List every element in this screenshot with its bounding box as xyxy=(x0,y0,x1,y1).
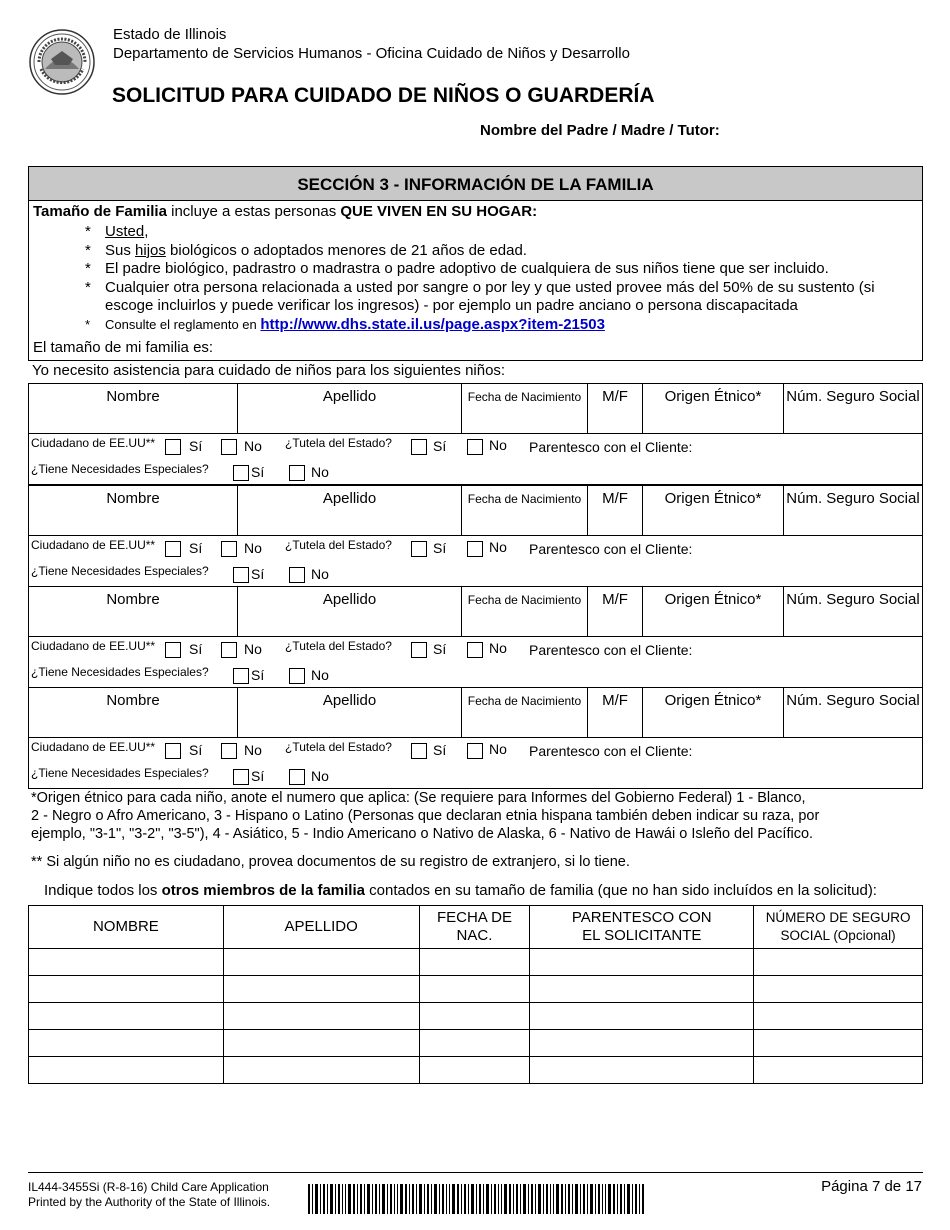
ward-yes-label: Sí xyxy=(433,742,447,758)
special-needs-no-label: No xyxy=(311,667,329,683)
child-last-name-field[interactable]: Apellido xyxy=(238,486,462,536)
relationship-field[interactable]: Parentesco con el Cliente: xyxy=(529,642,693,658)
citizenship-note: ** Si algún niño no es ciudadano, provea documentos de su registro de extranjero, si lo tiene. xyxy=(31,854,630,870)
citizen-yes-label: Sí xyxy=(189,540,203,556)
child-entry xyxy=(28,383,923,485)
table-row xyxy=(29,1057,923,1084)
table-cell[interactable] xyxy=(530,1057,754,1084)
special-needs-yes-label: Sí xyxy=(251,768,265,784)
footer-divider xyxy=(28,1172,923,1173)
other-members-label: Indique todos los otros miembros de la familia contados en su tamaño de familia (que no han sido incluídos en la solicitud): xyxy=(44,882,877,899)
children-need-label: Yo necesito asistencia para cuidado de niños para los siguientes niños: xyxy=(32,362,506,379)
list-item: * Cualquier otra persona relacionada a usted por sangre o por ley y que usted provee más del 50% de su sustento (si escoge incluirlos y puede verificar los ingresos) - por ejemplo un padre anciano o persona discapacitada xyxy=(85,279,922,316)
child-ssn-field[interactable]: Núm. Seguro Social xyxy=(786,490,920,507)
citizen-no-label: No xyxy=(244,641,262,657)
ward-no-checkbox[interactable] xyxy=(467,541,483,557)
relationship-field[interactable]: Parentesco con el Cliente: xyxy=(529,743,693,759)
table-cell[interactable] xyxy=(29,1057,224,1084)
ward-yes-checkbox[interactable] xyxy=(411,439,427,455)
child-first-name-field[interactable]: Nombre xyxy=(29,587,238,637)
citizen-label: Ciudadano de EE.UU** xyxy=(31,538,156,552)
citizen-no-label: No xyxy=(244,540,262,556)
ward-yes-checkbox[interactable] xyxy=(411,743,427,759)
citizen-yes-label: Sí xyxy=(189,641,203,657)
citizen-yes-label: Sí xyxy=(189,438,203,454)
table-cell[interactable] xyxy=(223,1057,419,1084)
section-3-family-info xyxy=(28,166,923,361)
table-cell[interactable] xyxy=(530,949,754,976)
citizen-label: Ciudadano de EE.UU** xyxy=(31,740,156,754)
ward-yes-label: Sí xyxy=(433,540,447,556)
ward-label: ¿Tutela del Estado? xyxy=(285,740,392,754)
table-row xyxy=(29,1030,923,1057)
family-size-intro: Tamaño de Familia incluye a estas personas QUE VIVEN EN SU HOGAR: xyxy=(33,203,538,220)
form-id: IL444-3455Si (R-8-16) Child Care Application Printed by the Authority of the State of Illinois. xyxy=(28,1180,271,1209)
table-cell[interactable] xyxy=(419,1003,530,1030)
child-ethnicity-field[interactable]: Origen Étnico* xyxy=(643,587,784,637)
citizen-no-checkbox[interactable] xyxy=(221,642,237,658)
ward-no-checkbox[interactable] xyxy=(467,642,483,658)
table-cell[interactable] xyxy=(29,1030,224,1057)
relationship-field[interactable]: Parentesco con el Cliente: xyxy=(529,439,693,455)
citizen-yes-checkbox[interactable] xyxy=(165,642,181,658)
state-seal-logo xyxy=(29,29,95,95)
ward-no-checkbox[interactable] xyxy=(467,743,483,759)
citizen-no-checkbox[interactable] xyxy=(221,743,237,759)
citizen-yes-checkbox[interactable] xyxy=(165,541,181,557)
special-needs-yes-label: Sí xyxy=(251,566,265,582)
regulation-link[interactable]: http://www.dhs.state.il.us/page.aspx?item-21503 xyxy=(260,315,605,333)
child-last-name-field[interactable]: Apellido xyxy=(238,587,462,637)
special-needs-label: ¿Tiene Necesidades Especiales? xyxy=(31,462,209,476)
citizen-label: Ciudadano de EE.UU** xyxy=(31,639,156,653)
child-sex-field[interactable]: M/F xyxy=(588,486,643,536)
page-title: SOLICITUD PARA CUIDADO DE NIÑOS O GUARDERÍA xyxy=(112,84,655,107)
ward-yes-checkbox[interactable] xyxy=(411,642,427,658)
ward-yes-checkbox[interactable] xyxy=(411,541,427,557)
table-cell[interactable] xyxy=(419,1057,530,1084)
table-cell[interactable] xyxy=(419,949,530,976)
state-name: Estado de Illinois xyxy=(113,26,227,43)
child-ethnicity-field[interactable]: Origen Étnico* xyxy=(643,486,784,536)
child-sex-field[interactable]: M/F xyxy=(588,587,643,637)
special-needs-yes-checkbox[interactable] xyxy=(233,668,249,684)
special-needs-no-label: No xyxy=(311,566,329,582)
ward-no-label: No xyxy=(489,741,507,757)
child-entry xyxy=(28,485,923,587)
table-cell[interactable] xyxy=(29,949,224,976)
child-entry xyxy=(28,586,923,688)
special-needs-label: ¿Tiene Necesidades Especiales? xyxy=(31,665,209,679)
ward-label: ¿Tutela del Estado? xyxy=(285,538,392,552)
col-ssn: NÚMERO DE SEGURO SOCIAL (Opcional) xyxy=(754,906,923,949)
section-title: SECCIÓN 3 - INFORMACIÓN DE LA FAMILIA xyxy=(29,167,922,201)
ward-yes-label: Sí xyxy=(433,438,447,454)
child-birthdate-field[interactable]: Fecha de Nacimiento xyxy=(462,384,588,434)
child-ssn-field[interactable]: Núm. Seguro Social xyxy=(786,591,920,608)
list-item: * Consulte el reglamento en http://www.dhs.state.il.us/page.aspx?item-21503 xyxy=(85,316,922,335)
citizen-yes-checkbox[interactable] xyxy=(165,439,181,455)
child-ssn-field[interactable]: Núm. Seguro Social xyxy=(786,388,920,405)
ward-no-label: No xyxy=(489,539,507,555)
table-cell[interactable] xyxy=(29,1003,224,1030)
special-needs-yes-checkbox[interactable] xyxy=(233,769,249,785)
citizen-yes-checkbox[interactable] xyxy=(165,743,181,759)
table-cell[interactable] xyxy=(223,1003,419,1030)
family-members-list xyxy=(85,223,922,334)
citizen-no-label: No xyxy=(244,742,262,758)
child-sex-field[interactable]: M/F xyxy=(588,384,643,434)
ward-no-checkbox[interactable] xyxy=(467,439,483,455)
list-item: * Sus hijos biológicos o adoptados menores de 21 años de edad. xyxy=(85,242,922,261)
child-first-name-field[interactable]: Nombre xyxy=(29,688,238,738)
special-needs-no-label: No xyxy=(311,768,329,784)
page-number: Página 7 de 17 xyxy=(821,1178,922,1195)
ward-yes-label: Sí xyxy=(433,641,447,657)
child-ethnicity-field[interactable]: Origen Étnico* xyxy=(643,688,784,738)
list-item: * Usted, xyxy=(85,223,922,242)
child-birthdate-field[interactable]: Fecha de Nacimiento xyxy=(462,486,588,536)
citizen-no-checkbox[interactable] xyxy=(221,541,237,557)
other-members-table xyxy=(28,905,923,1084)
table-cell[interactable] xyxy=(419,976,530,1003)
special-needs-no-checkbox[interactable] xyxy=(289,465,305,481)
special-needs-yes-label: Sí xyxy=(251,667,265,683)
col-nombre: NOMBRE xyxy=(29,906,224,949)
parent-name-label: Nombre del Padre / Madre / Tutor: xyxy=(480,122,720,139)
ward-no-label: No xyxy=(489,640,507,656)
table-cell[interactable] xyxy=(530,976,754,1003)
table-cell[interactable] xyxy=(419,1030,530,1057)
citizen-no-label: No xyxy=(244,438,262,454)
table-header-row xyxy=(29,906,923,949)
child-ethnicity-field[interactable]: Origen Étnico* xyxy=(643,384,784,434)
table-cell[interactable] xyxy=(29,976,224,1003)
child-first-name-field[interactable]: Nombre xyxy=(29,486,238,536)
col-apellido: APELLIDO xyxy=(223,906,419,949)
department-name: Departamento de Servicios Humanos - Oficina Cuidado de Niños y Desarrollo xyxy=(113,45,630,62)
barcode xyxy=(308,1184,644,1214)
list-item: * El padre biológico, padrastro o madrastra o padre adoptivo de cualquiera de sus niños tiene que ser incluido. xyxy=(85,260,922,279)
child-birthdate-field[interactable]: Fecha de Nacimiento xyxy=(462,688,588,738)
table-row xyxy=(29,976,923,1003)
special-needs-no-checkbox[interactable] xyxy=(289,567,305,583)
col-parentesco: PARENTESCO CON EL SOLICITANTE xyxy=(530,906,754,949)
child-ssn-field[interactable]: Núm. Seguro Social xyxy=(786,692,920,709)
relationship-field[interactable]: Parentesco con el Cliente: xyxy=(529,541,693,557)
ward-label: ¿Tutela del Estado? xyxy=(285,436,392,450)
family-size-field[interactable]: El tamaño de mi familia es: xyxy=(33,339,214,356)
table-row xyxy=(29,949,923,976)
table-row xyxy=(29,1003,923,1030)
citizen-yes-label: Sí xyxy=(189,742,203,758)
table-cell[interactable] xyxy=(754,1057,923,1084)
child-last-name-field[interactable]: Apellido xyxy=(238,688,462,738)
citizen-no-checkbox[interactable] xyxy=(221,439,237,455)
child-birthdate-field[interactable]: Fecha de Nacimiento xyxy=(462,587,588,637)
special-needs-yes-label: Sí xyxy=(251,464,265,480)
special-needs-no-label: No xyxy=(311,464,329,480)
special-needs-label: ¿Tiene Necesidades Especiales? xyxy=(31,564,209,578)
child-last-name-field[interactable]: Apellido xyxy=(238,384,462,434)
table-cell[interactable] xyxy=(530,1003,754,1030)
special-needs-no-checkbox[interactable] xyxy=(289,769,305,785)
table-cell[interactable] xyxy=(223,1030,419,1057)
col-fecha: FECHA DE NAC. xyxy=(419,906,530,949)
special-needs-yes-checkbox[interactable] xyxy=(233,567,249,583)
ethnicity-note: *Origen étnico para cada niño, anote el numero que aplica: (Se requiere para Informes del Gobierno Federal) 1 - Blanco, 2 - Negro o Afro Americano, 3 - Hispano o Latino (Personas que declaran etnia hispana también deben indicar su raza, por ejemplo, "3-1", "3-2", "3-5"), 4 - Asiático, 5 - Indio Americano o Nativo de Alaska, 6 - Nativo de Hawái o Isleño del Pacífico. xyxy=(31,790,820,842)
citizen-label: Ciudadano de EE.UU** xyxy=(31,436,156,450)
child-sex-field[interactable]: M/F xyxy=(588,688,643,738)
table-cell[interactable] xyxy=(754,1030,923,1057)
table-cell[interactable] xyxy=(754,976,923,1003)
table-cell[interactable] xyxy=(530,1030,754,1057)
special-needs-label: ¿Tiene Necesidades Especiales? xyxy=(31,766,209,780)
table-cell[interactable] xyxy=(754,1003,923,1030)
table-cell[interactable] xyxy=(754,949,923,976)
ward-label: ¿Tutela del Estado? xyxy=(285,639,392,653)
child-first-name-field[interactable]: Nombre xyxy=(29,384,238,434)
table-cell[interactable] xyxy=(223,949,419,976)
special-needs-no-checkbox[interactable] xyxy=(289,668,305,684)
special-needs-yes-checkbox[interactable] xyxy=(233,465,249,481)
table-cell[interactable] xyxy=(223,976,419,1003)
child-entry xyxy=(28,687,923,789)
ward-no-label: No xyxy=(489,437,507,453)
